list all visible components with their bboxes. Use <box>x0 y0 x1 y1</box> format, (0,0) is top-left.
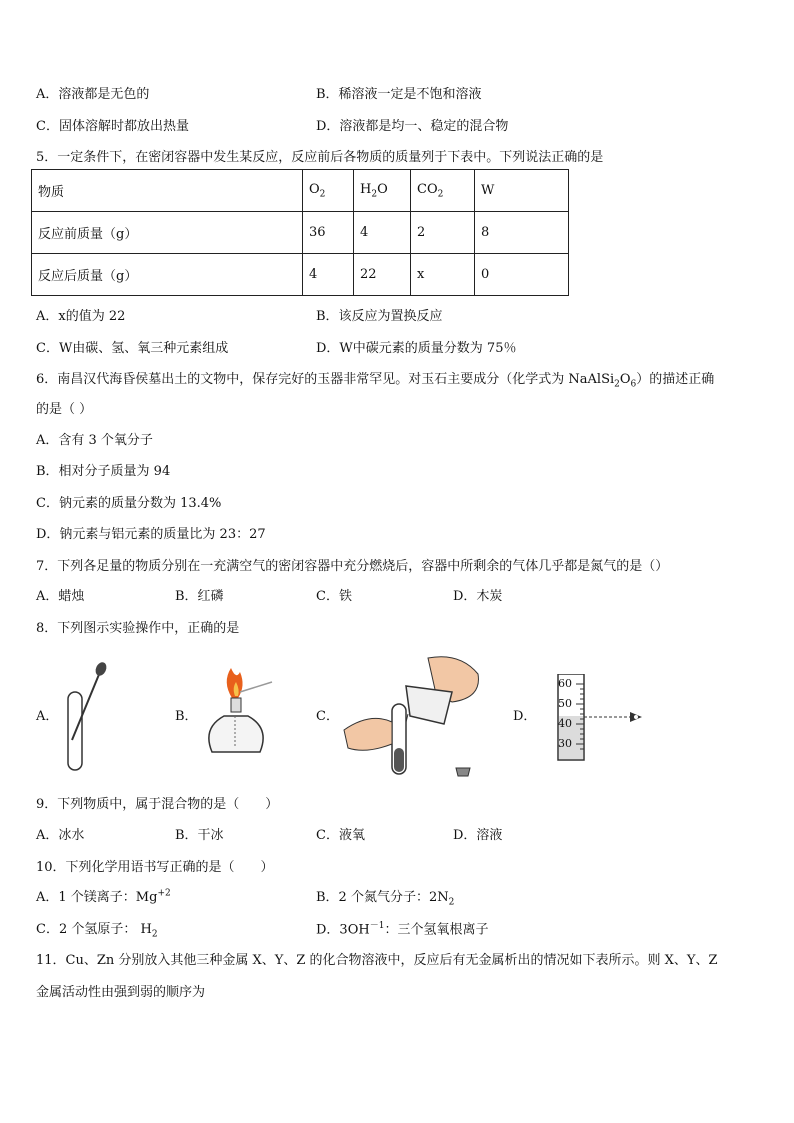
q7-option-c: C．铁 <box>316 589 352 604</box>
q5-option-a: A．x的值为 22 <box>36 309 126 324</box>
q10-option-c: C．2 个氢原子： $H_2$ <box>36 922 158 940</box>
q6-stem: 6．南昌汉代海昏侯墓出土的文物中，保存完好的玉器非常罕见。对玉石主要成分（化学式为 $NaAlSi_2O_6$）的描述正确 <box>36 372 715 390</box>
table-cell: 反应前质量（g） <box>32 212 303 254</box>
q5-option-d: D．W中碳元素的质量分数为 75％ <box>316 341 517 356</box>
q8-stem: 8．下列图示实验操作中，正确的是 <box>36 621 240 636</box>
alcohol-lamp-icon <box>198 668 278 758</box>
q7-option-d: D．木炭 <box>453 589 503 604</box>
q9-option-c: C．液氧 <box>316 828 365 843</box>
q7-option-b: B．红磷 <box>175 589 224 604</box>
q5-stem: 5．一定条件下，在密闭容器中发生某反应，反应前后各物质的质量列于下表中。下列说法正确的是 <box>36 150 604 165</box>
table-cell: 36 <box>303 212 354 254</box>
q5-mass-table <box>31 169 569 296</box>
table-cell: $H_2O$ <box>354 170 411 212</box>
q9-option-d: D．溶液 <box>453 828 503 843</box>
table-cell: 8 <box>475 212 569 254</box>
cylinder-tick-60: 60 <box>558 677 572 690</box>
table-cell: $CO_2$ <box>411 170 475 212</box>
q4-option-a: A．溶液都是无色的 <box>36 87 150 102</box>
q8-option-d-label: D． <box>513 709 537 724</box>
q6-option-b: B．相对分子质量为 94 <box>36 464 171 479</box>
q6-option-a: A．含有 3 个氧分子 <box>36 433 153 448</box>
graduated-cylinder-reading-icon <box>538 674 648 764</box>
q6-option-c: C．钠元素的质量分数为 13.4% <box>36 496 222 511</box>
q11-stem: 11．Cu、Zn 分别放入其他三种金属 X、Y、Z 的化合物溶液中，反应后有无金属析出的情况如下表所示。则 X、Y、Z <box>36 953 718 968</box>
q4-option-c: C．固体溶解时都放出热量 <box>36 119 189 134</box>
q7-stem: 7．下列各足量的物质分别在一充满空气的密闭容器中充分燃烧后，容器中所剩余的气体几乎都是氮气的是（） <box>36 559 669 574</box>
q11-stem-cont: 金属活动性由强到弱的顺序为 <box>36 985 206 1000</box>
table-cell: 4 <box>303 254 354 296</box>
table-cell: W <box>475 170 569 212</box>
q4-option-b: B．稀溶液一定是不饱和溶液 <box>316 87 482 102</box>
table-cell: 4 <box>354 212 411 254</box>
table-cell: x <box>411 254 475 296</box>
q6-stem-cont: 的是（ ） <box>36 402 93 417</box>
cylinder-tick-40: 40 <box>558 717 572 730</box>
q10-option-b: B．2 个氮气分子：$2N_2$ <box>316 890 455 908</box>
pouring-liquid-icon <box>340 652 490 782</box>
q10-option-d: D．$3OH^{-1}$：三个氢氧根离子 <box>316 921 489 938</box>
table-row <box>32 170 569 212</box>
table-cell: 0 <box>475 254 569 296</box>
q10-option-a: A．1 个镁离子：$Mg^{+2}$ <box>36 888 171 905</box>
table-row <box>32 212 569 254</box>
cylinder-tick-30: 30 <box>558 737 572 750</box>
q10-stem: 10．下列化学用语书写正确的是（ ） <box>36 860 274 875</box>
table-cell: 反应后质量（g） <box>32 254 303 296</box>
table-cell: 物质 <box>32 170 303 212</box>
table-cell: 22 <box>354 254 411 296</box>
q4-option-d: D．溶液都是均一、稳定的混合物 <box>316 119 509 134</box>
table-cell: 2 <box>411 212 475 254</box>
q9-option-a: A．冰水 <box>36 828 85 843</box>
q6-option-d: D．钠元素与铝元素的质量比为 23：27 <box>36 527 266 542</box>
q9-option-b: B．干冰 <box>175 828 224 843</box>
q5-option-b: B．该反应为置换反应 <box>316 309 443 324</box>
q5-option-c: C．W由碳、氢、氧三种元素组成 <box>36 341 229 356</box>
q8-option-b-label: B． <box>175 709 198 724</box>
cylinder-tick-50: 50 <box>558 697 572 710</box>
q7-option-a: A．蜡烛 <box>36 589 85 604</box>
dropper-testtube-icon <box>60 660 110 780</box>
q8-option-c-label: C． <box>316 709 339 724</box>
table-cell: $O_2$ <box>303 170 354 212</box>
table-row <box>32 254 569 296</box>
q8-option-a-label: A． <box>36 709 59 724</box>
q9-stem: 9．下列物质中，属于混合物的是（ ） <box>36 797 279 812</box>
